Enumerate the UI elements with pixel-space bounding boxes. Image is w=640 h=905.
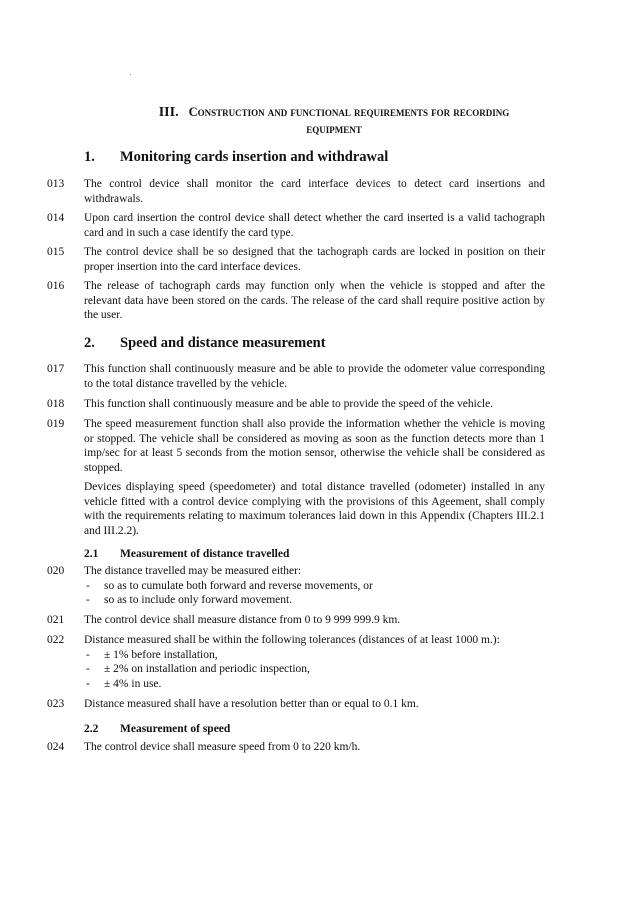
paragraph-number: 023 xyxy=(47,698,65,710)
list-item: - so as to cumulate both forward and reverse movements, or xyxy=(84,579,545,594)
paragraph-number: 015 xyxy=(47,246,65,258)
paragraph-number: 016 xyxy=(47,280,65,292)
list-item: - ± 1% before installation, xyxy=(84,648,545,663)
paragraph-013: The control device shall monitor the card interface devices to detect card insertions and withdrawals. xyxy=(84,178,545,205)
paragraph-017: This function shall continuously measure and be able to provide the odometer value corresponding to the total distance travelled by the vehicle. xyxy=(84,363,545,390)
paragraph-023: Distance measured shall have a resolution better than or equal to 0.1 km. xyxy=(84,698,419,710)
paragraph-016: The release of tachograph cards may function only when the vehicle is stopped and after the relevant data have been stored on the cards. The release of the card shall require positive action by the user. xyxy=(84,280,545,321)
paragraph-number: 020 xyxy=(47,565,65,577)
paragraph-019-continued: Devices displaying speed (speedometer) and total distance travelled (odometer) installed in any vehicle fitted with a control device complying with the provisions of this Ageement, shall comply with the requirements relating to maximum tolerances laid down in this Appendix (Chapters III.2.1 and III.2.2). xyxy=(84,481,545,537)
speck xyxy=(130,74,131,75)
paragraph-022-text: Distance measured shall be within the following tolerances (distances of at least 1000 m.): xyxy=(84,634,500,646)
subsection-2-1-heading xyxy=(84,547,289,561)
paragraph-number: 024 xyxy=(47,741,65,753)
paragraph-024: The control device shall measure speed from 0 to 220 km/h. xyxy=(84,741,361,753)
paragraph-number: 014 xyxy=(47,212,65,224)
list-item: - ± 4% in use. xyxy=(84,677,545,692)
paragraph-number: 021 xyxy=(47,614,65,626)
subsection-title: Measurement of distance travelled xyxy=(120,548,290,560)
section-1-heading xyxy=(84,148,388,166)
paragraph-number: 022 xyxy=(47,634,65,646)
paragraph-021: The control device shall measure distance from 0 to 9 999 999.9 km. xyxy=(84,614,401,626)
chapter-heading xyxy=(84,104,584,137)
subsection-number: 2.1 xyxy=(84,548,99,560)
section-2-heading xyxy=(84,334,326,352)
list-item: - so as to include only forward movement. xyxy=(84,593,545,608)
section-title: Speed and distance measurement xyxy=(120,335,326,351)
list-item: - ± 2% on installation and periodic inspection, xyxy=(84,662,545,677)
paragraph-number: 013 xyxy=(47,178,65,190)
paragraph-020-list xyxy=(84,579,545,608)
section-number: 2. xyxy=(84,335,95,351)
subsection-number: 2.2 xyxy=(84,723,99,735)
paragraph-number: 019 xyxy=(47,418,65,430)
chapter-heading-line1 xyxy=(84,104,584,121)
chapter-number: III. xyxy=(158,105,179,120)
section-number: 1. xyxy=(84,149,95,165)
chapter-title-continued: equipment xyxy=(306,122,362,136)
paragraph-022-list xyxy=(84,648,545,692)
paragraph-018: This function shall continuously measure and be able to provide the speed of the vehicle. xyxy=(84,398,494,410)
chapter-title: Construction and functional requirements for recording xyxy=(188,105,510,119)
paragraph-022 xyxy=(84,633,545,691)
paragraph-019: The speed measurement function shall also provide the information whether the vehicle is moving or stopped. The vehicle shall be considered as moving as soon as the function detects more than 1 imp/sec for at least 5 seconds from the motion sensor, otherwise the vehicle shall be considered as stopped. xyxy=(84,418,545,474)
paragraph-020-text: The distance travelled may be measured either: xyxy=(84,565,302,577)
paragraph-number: 018 xyxy=(47,398,65,410)
paragraph-015: The control device shall be so designed that the tachograph cards are locked in position on their proper insertion into the card interface devices. xyxy=(84,246,545,273)
subsection-title: Measurement of speed xyxy=(120,723,231,735)
paragraph-number: 017 xyxy=(47,363,65,375)
section-title: Monitoring cards insertion and withdrawal xyxy=(120,149,389,165)
paragraph-020 xyxy=(84,564,545,608)
subsection-2-2-heading xyxy=(84,722,230,736)
paragraph-014: Upon card insertion the control device shall detect whether the card inserted is a valid tachograph card and in such a case identify the card type. xyxy=(84,212,545,239)
